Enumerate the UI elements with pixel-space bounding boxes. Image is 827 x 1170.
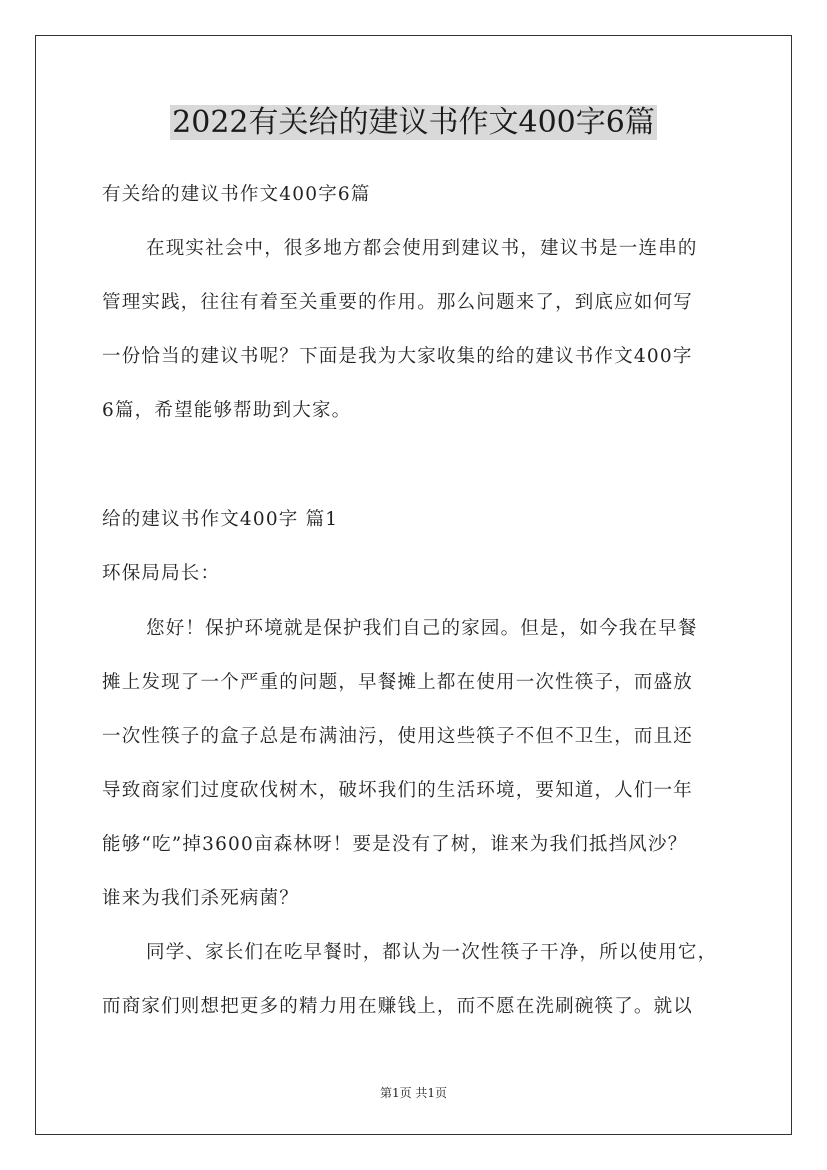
page-footer: 第1页 共1页 — [379, 1086, 448, 1100]
intro-line: 在现实社会中，很多地方都会使用到建议书，建议书是一连串的 — [146, 238, 698, 259]
document-title-text: 2022有关给的建议书作文400字6篇 — [172, 105, 655, 140]
body-line: 导致商家们过度砍伐树木，破坏我们的生活环境，要知道，人们一年 — [102, 780, 694, 801]
body-line: 能够“吃”掉3600亩森林呀！要是没有了树，谁来为我们抵挡风沙？ — [102, 834, 688, 855]
section-heading: 给的建议书作文400字 篇1 — [102, 509, 339, 530]
body-line: 同学、家长们在吃早餐时，都认为一次性筷子干净，所以使用它， — [146, 942, 718, 963]
body-line: 而商家们则想把更多的精力用在赚钱上，而不愿在洗刷碗筷了。就以 — [102, 996, 694, 1017]
body-line: 谁来为我们杀死病菌？ — [102, 888, 300, 909]
salutation: 环保局局长： — [102, 563, 221, 584]
document-title — [0, 103, 827, 143]
body-line: 一次性筷子的盒子总是布满油污，使用这些筷子不但不卫生，而且还 — [102, 726, 694, 747]
intro-line: 6篇，希望能够帮助到大家。 — [102, 400, 352, 421]
body-line: 您好！保护环境就是保护我们自己的家园。但是，如今我在早餐 — [146, 618, 698, 639]
document-subtitle: 有关给的建议书作文400字6篇 — [102, 184, 371, 205]
body-line: 摊上发现了一个严重的问题，早餐摊上都在使用一次性筷子，而盛放 — [102, 672, 694, 693]
intro-line: 一份恰当的建议书呢？下面是我为大家收集的给的建议书作文400字 — [102, 346, 693, 367]
intro-line: 管理实践，往往有着至关重要的作用。那么问题来了，到底应如何写 — [102, 292, 694, 313]
